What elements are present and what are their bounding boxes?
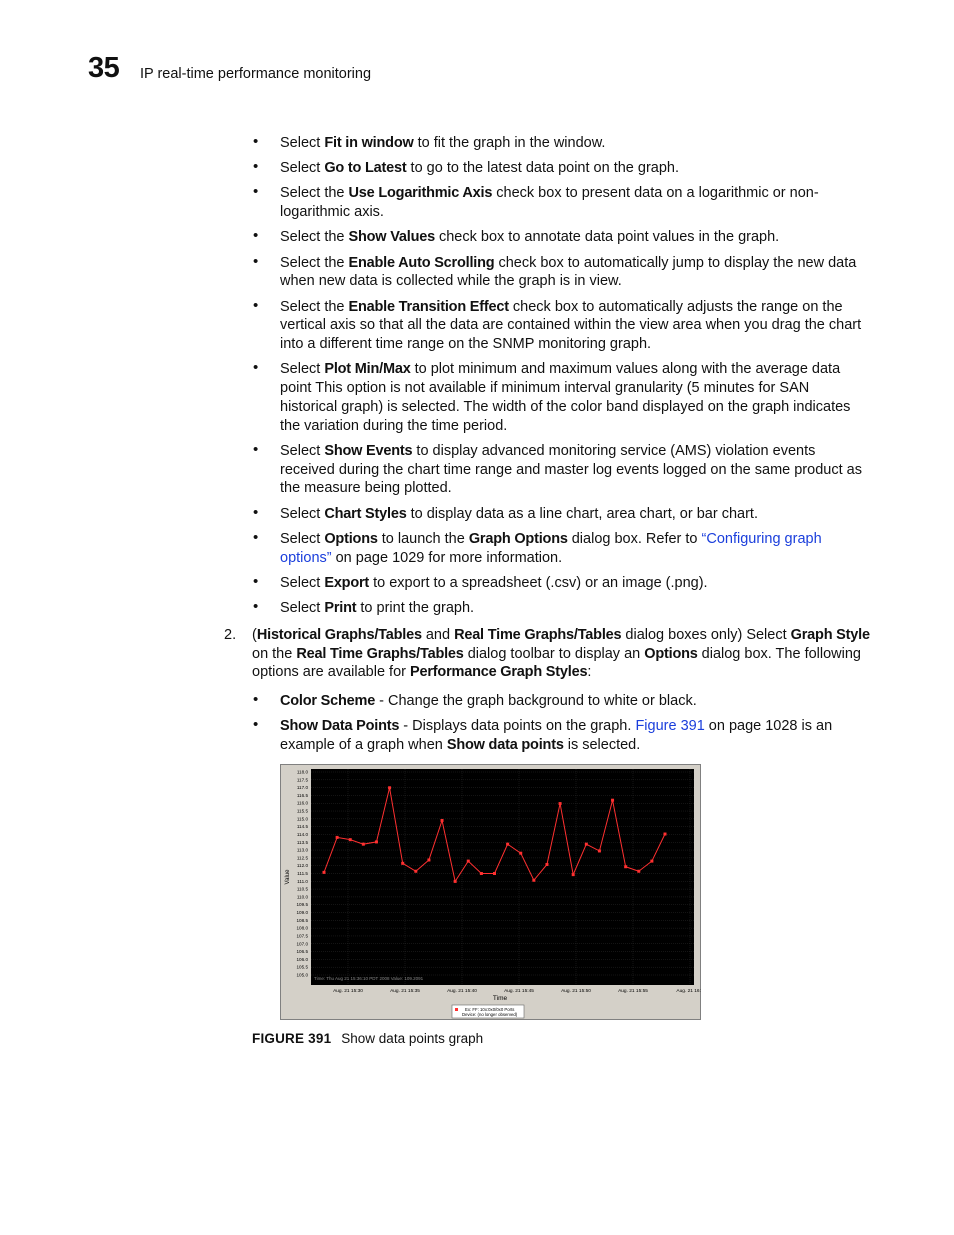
y-tick-label: 110.5 <box>296 886 308 892</box>
y-tick-label: 115.5 <box>296 808 308 814</box>
y-tick-label: 117.0 <box>296 785 308 791</box>
figure-caption-text: Show data points graph <box>341 1031 484 1046</box>
list-item: • Select the Use Logarithmic Axis check box to present data on a logarithmic or non-logarithmic axis. <box>253 183 819 221</box>
data-point <box>388 786 391 789</box>
list-item: • Select Go to Latest to go to the latest data point on the graph. <box>253 158 680 177</box>
data-point <box>664 833 667 836</box>
data-point <box>336 836 339 839</box>
list-item: • Select Options to launch the Graph Options dialog box. Refer to “Configuring graph options” on page 1029 for more information. <box>253 528 822 566</box>
legend <box>452 1005 524 1018</box>
step-number: 2. <box>224 626 237 643</box>
list-item: • Select Export to export to a spreadsheet (.csv) or an image (.png). <box>253 572 708 591</box>
figure-label: FIGURE 391 <box>252 1031 332 1046</box>
status-readout: Time: Thu Aug 21 15:36:10 PDT 2008 Value: 109.2091 <box>314 976 424 981</box>
list-item: • Select Plot Min/Max to plot minimum and maximum values along with the average data point This option is not available if minimum interval granularity (5 minutes for SAN historical graph) is selected. The width of the color band displayed on the graph indicates the variation during the time period. <box>253 359 851 434</box>
body-content <box>224 133 870 761</box>
data-point <box>611 799 614 802</box>
legend-marker-icon <box>455 1008 458 1011</box>
legend-entry: Device: (no longer observed) <box>462 1012 518 1017</box>
y-tick-label: 109.0 <box>296 910 308 916</box>
data-point <box>506 843 509 846</box>
options-list <box>252 134 870 618</box>
y-tick-label: 112.5 <box>296 855 308 861</box>
data-point <box>637 870 640 873</box>
data-point <box>375 840 378 843</box>
data-point <box>572 873 575 876</box>
y-tick-label: 109.5 <box>296 902 308 908</box>
data-point <box>414 870 417 873</box>
data-point <box>624 865 627 868</box>
data-point <box>598 849 601 852</box>
y-tick-label: 114.5 <box>296 824 308 830</box>
y-tick-label: 117.5 <box>296 777 308 783</box>
y-tick-label: 107.5 <box>296 933 308 939</box>
y-tick-label: 106.5 <box>296 949 308 955</box>
y-tick-label: 118.0 <box>296 769 308 775</box>
y-tick-label: 105.5 <box>296 964 308 970</box>
x-tick-label: Aug. 21 15:40 <box>447 989 477 994</box>
data-point <box>441 819 444 822</box>
y-axis-label: Value <box>285 869 291 885</box>
x-tick-label: Aug. 21 16:0 <box>676 989 701 994</box>
data-point <box>427 858 430 861</box>
x-tick-label: Aug. 21 15:55 <box>618 989 648 994</box>
y-tick-label: 113.0 <box>296 847 308 853</box>
data-point <box>349 838 352 841</box>
x-tick-label: Aug. 21 15:35 <box>390 989 420 994</box>
y-tick-label: 115.0 <box>296 816 308 822</box>
x-axis-label: Time <box>492 995 508 1002</box>
y-tick-label: 114.0 <box>296 831 308 837</box>
data-point <box>323 871 326 874</box>
list-item: • Select the Enable Transition Effect check box to automatically adjusts the range on the vertical axis so that all the data are contained within the view area when you drag the chart into a different time range on the SNMP monitoring graph. <box>253 296 862 353</box>
y-tick-label: 110.0 <box>296 894 308 900</box>
chapter-title: IP real-time performance monitoring <box>140 66 372 82</box>
data-point <box>559 802 562 805</box>
y-tick-label: 116.0 <box>296 800 308 806</box>
y-tick-label: 108.0 <box>296 925 308 931</box>
y-tick-label: 111.0 <box>297 878 308 884</box>
data-point <box>532 879 535 882</box>
data-point <box>650 860 653 863</box>
list-item: • Color Scheme - Change the graph background to white or black. <box>253 691 697 710</box>
chapter-number: 35 <box>88 52 120 84</box>
legend-entry: Ex: FF: 10x:0x0/0x0 Ports <box>465 1007 515 1012</box>
y-tick-label: 112.0 <box>296 863 308 869</box>
figure-391 <box>280 764 701 1020</box>
y-tick-label: 108.5 <box>296 917 308 923</box>
list-item: • Select the Show Values check box to annotate data point values in the graph. <box>253 227 780 246</box>
figure-391-link[interactable]: Figure 391 <box>635 718 705 735</box>
data-point <box>467 860 470 863</box>
show-data-points-chart <box>280 764 701 1020</box>
list-item: • Select Print to print the graph. <box>253 598 475 617</box>
data-point <box>545 863 548 866</box>
y-tick-label: 111.5 <box>297 871 308 876</box>
data-point <box>493 872 496 875</box>
graph-style-list <box>252 692 870 755</box>
configuring-graph-options-link[interactable]: “Configuring graph options” <box>280 530 822 566</box>
data-point <box>585 843 588 846</box>
plot-area <box>311 769 694 985</box>
list-item: • Show Data Points - Displays data points on the graph. Figure 391 on page 1028 is an example of a graph when Show data points is selected. <box>253 716 833 754</box>
y-tick-label: 105.0 <box>296 972 308 978</box>
list-item: • Select Fit in window to fit the graph in the window. <box>253 133 606 151</box>
data-point <box>480 872 483 875</box>
list-item: • Select Chart Styles to display data as a line chart, area chart, or bar chart. <box>253 503 758 522</box>
data-point <box>454 880 457 883</box>
y-tick-label: 106.0 <box>296 956 308 962</box>
data-point <box>362 843 365 846</box>
data-point <box>401 862 404 865</box>
step-2: 2. (Historical Graphs/Tables and Real Time Graphs/Tables dialog boxes only) Select Graph Style on the Real Time Graphs/Tables dialog toolbar to display an Options dialog box. The following options are available for Performance Graph Styles: <box>224 626 870 681</box>
y-tick-label: 113.5 <box>296 839 308 845</box>
data-point <box>519 852 522 855</box>
figure-caption <box>252 1031 483 1046</box>
x-tick-label: Aug. 21 15:30 <box>333 989 363 994</box>
y-tick-label: 107.0 <box>296 941 308 947</box>
x-tick-label: Aug. 21 15:45 <box>504 989 534 994</box>
x-tick-label: Aug. 21 15:50 <box>561 989 591 994</box>
y-tick-label: 116.5 <box>296 792 308 798</box>
list-item: • Select the Enable Auto Scrolling check box to automatically jump to display the new data when new data is collected while the graph is in view. <box>253 252 857 290</box>
list-item: • Select Show Events to display advanced monitoring service (AMS) violation events received during the chart time range and master log events logged on the same product as the measure being plotted. <box>253 440 862 497</box>
